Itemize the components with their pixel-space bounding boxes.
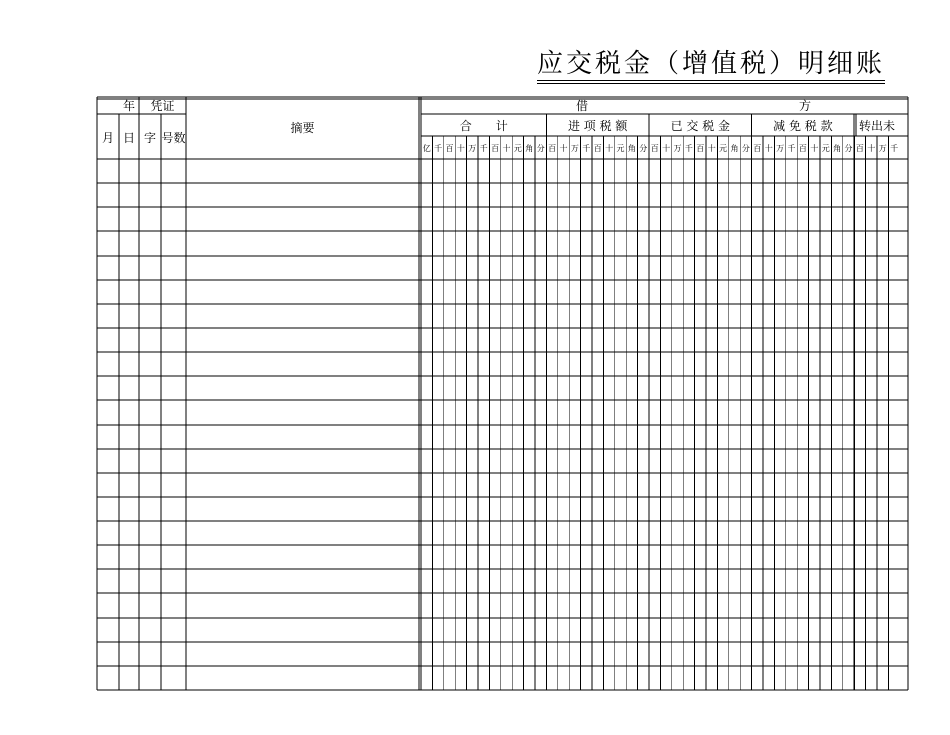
digit-unit-label: 万: [776, 144, 785, 153]
digit-unit-label: 角: [627, 144, 636, 153]
digit-unit-label: 角: [833, 144, 842, 153]
page-title: 应交税金（增值税）明细账: [537, 49, 886, 79]
digit-unit-label: 百: [445, 144, 454, 153]
digit-unit-label: 分: [844, 144, 853, 153]
group-label: 减 免 税 款: [773, 119, 833, 133]
digit-unit-label: 角: [525, 144, 534, 153]
digit-unit-label: 元: [821, 144, 830, 153]
digit-unit-label: 百: [650, 144, 659, 153]
digit-unit-label: 百: [593, 144, 602, 153]
digit-unit-label: 分: [536, 144, 545, 153]
digit-unit-label: 千: [479, 144, 488, 153]
group-label: 转出未: [858, 119, 896, 133]
digit-unit-label: 元: [719, 144, 728, 153]
digit-unit-label: 千: [787, 144, 796, 153]
year-label: 年: [122, 99, 136, 113]
digit-unit-label: 万: [570, 144, 579, 153]
digit-unit-label: 分: [741, 144, 750, 153]
digit-unit-label: 十: [502, 144, 511, 153]
digit-unit-label: 亿: [422, 144, 431, 153]
digit-unit-label: 元: [616, 144, 625, 153]
digit-unit-label: 万: [673, 144, 682, 153]
digit-unit-label: 十: [707, 144, 716, 153]
digit-unit-label: 十: [662, 144, 671, 153]
debit-side-label: 方: [798, 99, 812, 113]
digit-unit-label: 十: [810, 144, 819, 153]
digit-unit-label: 万: [878, 144, 887, 153]
debit-label: 借: [575, 99, 589, 113]
group-label: 合 计: [459, 119, 508, 133]
digit-unit-label: 千: [684, 144, 693, 153]
digit-unit-label: 百: [798, 144, 807, 153]
month-label: 月: [101, 131, 115, 145]
group-label: 已 交 税 金: [670, 119, 731, 133]
digit-unit-label: 千: [582, 144, 591, 153]
voucher-label: 凭证: [150, 99, 175, 113]
digit-unit-label: 百: [855, 144, 864, 153]
digit-unit-label: 角: [730, 144, 739, 153]
digit-unit-label: 分: [639, 144, 648, 153]
voucher-no-label: 号数: [161, 131, 186, 145]
digit-unit-label: 千: [434, 144, 443, 153]
voucher-word-label: 字: [143, 131, 157, 145]
digit-unit-label: 百: [696, 144, 705, 153]
digit-unit-label: 万: [468, 144, 477, 153]
digit-unit-label: 元: [513, 144, 522, 153]
digit-unit-label: 千: [890, 144, 899, 153]
digit-unit-label: 十: [456, 144, 465, 153]
digit-unit-label: 十: [867, 144, 876, 153]
group-label: 进 项 税 额: [567, 119, 628, 133]
day-label: 日: [122, 131, 136, 145]
digit-unit-label: 百: [753, 144, 762, 153]
digit-unit-label: 百: [548, 144, 557, 153]
digit-unit-label: 十: [764, 144, 773, 153]
digit-unit-label: 十: [559, 144, 568, 153]
summary-label: 摘要: [290, 121, 315, 135]
digit-unit-label: 百: [491, 144, 500, 153]
digit-unit-label: 十: [605, 144, 614, 153]
